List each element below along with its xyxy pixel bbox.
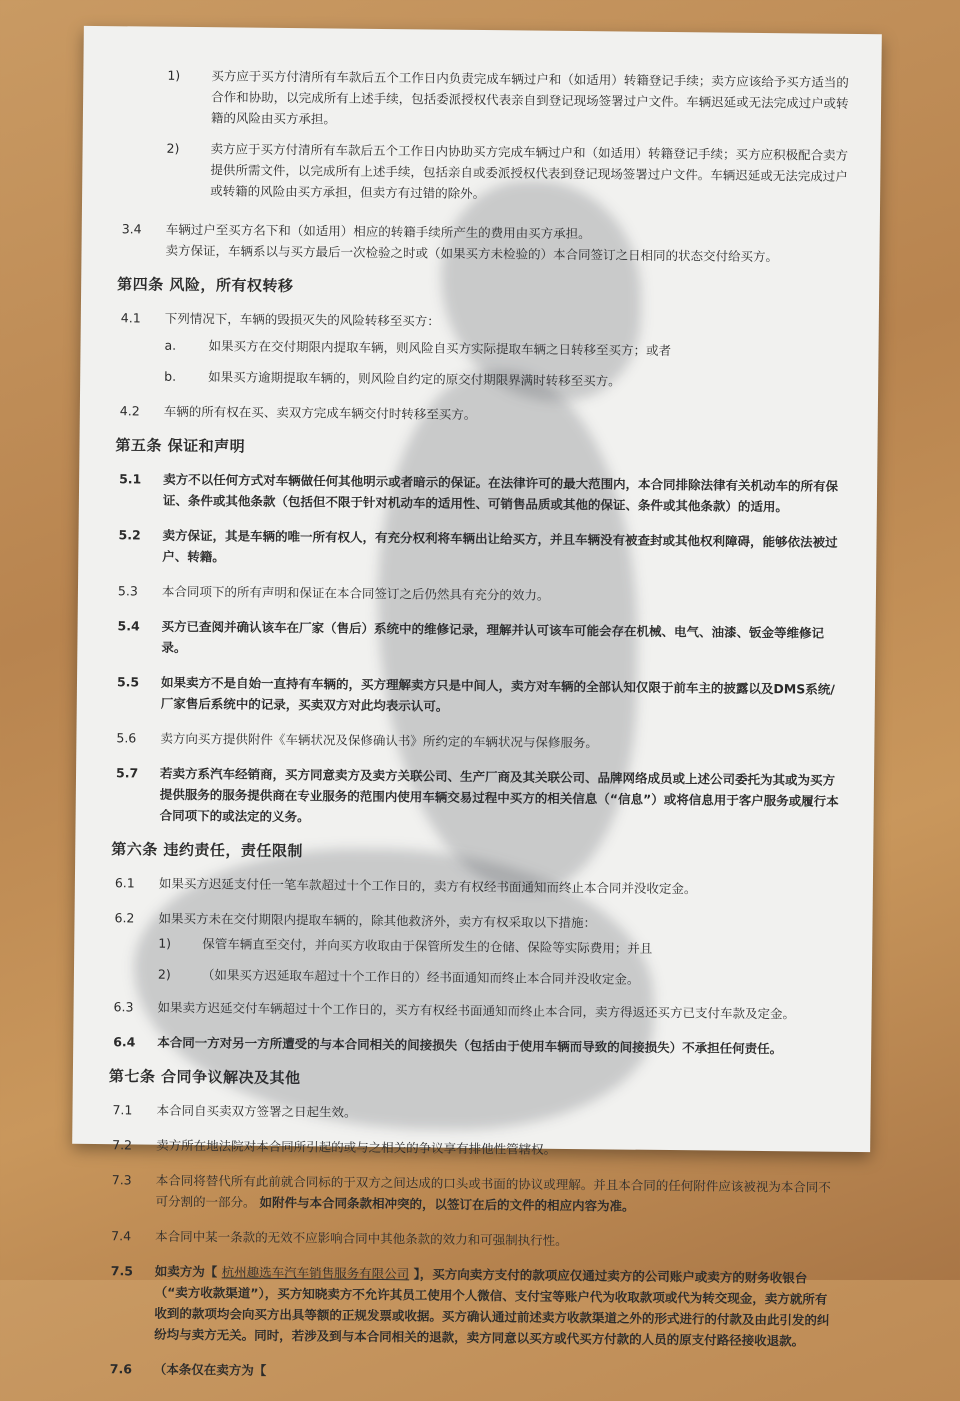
- clause-4-1-a: [164, 335, 848, 363]
- section-5-title: 第五条 保证和声明: [115, 436, 246, 456]
- clause-5-6: [116, 727, 844, 756]
- clause-number: a.: [164, 337, 177, 353]
- clause-text: 车辆的所有权在买、卖双方完成车辆交付时转移至买方。: [163, 403, 477, 422]
- contract-text: [110, 64, 852, 1401]
- clause-bold-text: 如附件与本合同条款相冲突的，以签订在后的文件的相应内容为准。: [259, 1194, 635, 1214]
- clause-text: 本合同中某一条款的无效不应影响合同中其他条款的效力和可强制执行性。: [155, 1228, 568, 1248]
- clause-number: 2): [157, 966, 171, 982]
- clause-prefix: 如卖方为【: [154, 1263, 218, 1280]
- contract-page: [72, 26, 882, 1378]
- clause-number: 4.2: [119, 403, 140, 419]
- clause-number: 7.1: [112, 1102, 133, 1118]
- clause-text: 如果卖方迟延交付车辆超过十个工作日的，买方有权经书面通知而终止本合同，卖方得返还买方已支付车款及定金。: [157, 999, 796, 1022]
- clause-3-4: [121, 218, 849, 268]
- clause-5-4: [117, 615, 845, 665]
- clause-3-3-option-2: [166, 138, 851, 208]
- clause-number: 6.3: [113, 999, 134, 1015]
- clause-text: [155, 1170, 839, 1219]
- clause-text: 本合同自买卖双方签署之日起生效。: [156, 1102, 357, 1120]
- clause-number: 7.4: [111, 1228, 132, 1244]
- clause-number: 7.3: [111, 1172, 132, 1188]
- clause-text: 卖方向买方提供附件《车辆状况及保修确认书》所约定的车辆状况与保修服务。: [160, 730, 598, 751]
- clause-text: 本合同项下的所有声明和保证在本合同签订之后仍然具有充分的效力。: [161, 583, 550, 603]
- clause-text: 如果买方逾期提取车辆的，则风险自约定的原交付期限界满时转移至买方。: [208, 369, 621, 389]
- clause-text: 卖方保证，其是车辆的唯一所有权人，有充分权利将车辆出让给买方，并且车辆没有被查封或其他权利障碍，能够依法被过户、转籍。: [162, 527, 838, 565]
- clause-text: 卖方不以任何方式对车辆做任何其他明示或者暗示的保证。在法律许可的最大范围内，本合同排除法律有关机动车的所有保证、条件或其他条款（包括但不限于针对机动车的适用性、可销售品质或其他的保证、条件或其他条款）的适用。: [162, 471, 839, 515]
- section-7-title: 第七条 合同争议解决及其他: [108, 1067, 301, 1088]
- clause-number: 5.3: [117, 583, 138, 599]
- clause-7-4: [111, 1225, 839, 1254]
- clause-line: 卖方保证，车辆系以与买方最后一次检验之时或（如果买方未检验的）本合同签订之日相同的状态交付给买方。: [165, 242, 779, 265]
- clause-5-5: [117, 671, 845, 721]
- clause-text: 若卖方系汽车经销商，买方同意卖方及卖方关联公司、生产厂商及其关联公司、品牌网络成员或上述公司委托为其或为买方提供服务的服务提供商在专业服务的范围内使用车辆交易过程中买方的相关信息（“信息”）或将信息用于客户服务或履行本合同项下的或法定的义务。: [159, 765, 839, 825]
- clause-number: 7.2: [112, 1137, 133, 1153]
- clause-text: 本合同一方对另一方所遭受的与本合同相关的间接损失（包括由于使用车辆而导致的间接损失）不承担任何责任。: [157, 1034, 783, 1057]
- clause-5-2: [118, 524, 846, 574]
- clause-plain-text: 本合同将替代所有此前就合同标的于双方之间达成的口头或书面的协议或理解。并且本合同的任何附件应该被视为本合同不可分割的一部分。: [155, 1172, 831, 1210]
- clause-text: 下列情况下，车辆的毁损灭失的风险转移至买方：: [164, 310, 440, 329]
- clause-number: 1): [167, 67, 181, 83]
- clause-number: 2): [166, 140, 180, 156]
- clause-7-5: [110, 1260, 839, 1352]
- clause-7-6: [110, 1358, 838, 1387]
- clause-text: 卖方应于买方付清所有车款后五个工作日内协助买方完成车辆过户和（如适用）转籍登记手续；买方应积极配合卖方提供所需文件，以完成所有上述手续，包括亲自或委派授权代表到登记现场签署过户文件。车辆迟延或无法完成过户或转籍的风险由买方承担，但卖方有过错的除外。: [210, 141, 849, 202]
- clause-number: b.: [164, 368, 177, 384]
- clause-6-3: [113, 996, 841, 1025]
- clause-text: 如果买方未在交付期限内提取车辆的，除其他救济外，卖方有权采取以下措施：: [158, 910, 597, 931]
- clause-6-2-1: [158, 933, 842, 961]
- clause-6-1: [115, 872, 843, 901]
- clause-body: 】，买方向卖方支付的款项应仅通过卖方的公司账户或卖方的财务收银台（“卖方收款渠道”），买方知晓卖方不允许其员工使用个人微信、支付宝等账户代为收取款项或代为转交现金，卖方就所有收到的款项均会向买方出具等额的正规发票或收据。买方确认通过前述卖方收款渠道之外的形式进行的付款及由此引发的纠纷均与卖方无关。同时，若涉及到与本合同相关的退款，卖方同意以买方或代买方付款的人员的原支付路径接收退款。: [154, 1266, 830, 1349]
- clause-4-2: [120, 400, 848, 429]
- clause-number: 5.4: [117, 618, 140, 634]
- clause-7-1: [112, 1099, 840, 1128]
- clause-4-1-b: [164, 366, 848, 394]
- clause-number: 5.6: [116, 730, 137, 746]
- clause-4-1: [121, 307, 849, 336]
- clause-number: 6.4: [113, 1034, 136, 1050]
- section-6-title: 第六条 违约责任，责任限制: [111, 840, 304, 861]
- clause-text: 如果买方在交付期限内提取车辆，则风险自买方实际提取车辆之日转移至买方；或者: [208, 338, 672, 359]
- clause-number: 7.6: [109, 1361, 133, 1377]
- clause-text: 买方应于买方付清所有车款后五个工作日内负责完成车辆过户和（如适用）转籍登记手续；卖方应该给予买方适当的合作和协助，以完成所有上述手续，包括委派授权代表亲自到登记现场签署过户文件。车辆迟延或无法完成过户或转籍的风险由买方承担。: [210, 68, 849, 127]
- clause-7-2: [112, 1134, 840, 1163]
- clause-5-1: [119, 468, 847, 518]
- section-4-title: 第四条 风险，所有权转移: [117, 275, 294, 296]
- clause-5-3: [118, 580, 846, 609]
- seller-company-name: 杭州趣选车汽车销售服务有限公司: [221, 1264, 410, 1282]
- clause-7-3: [111, 1169, 839, 1219]
- clause-text: （如果买方迟延取车超过十个工作日的）经书面通知而终止本合同并没收定金。: [201, 967, 640, 987]
- clause-5-7: [116, 762, 845, 833]
- clause-6-2-2: [158, 964, 842, 992]
- clause-text: 保管车辆直至交付，并向买方收取由于保管所发生的仓储、保险等实际费用；并且: [202, 936, 653, 956]
- clause-6-4: [113, 1031, 841, 1060]
- clause-text: 卖方所在地法院对本合同所引起的或与之相关的争议享有排他性管辖权。: [156, 1137, 557, 1157]
- clause-6-2: [114, 907, 842, 936]
- clause-number: 5.1: [119, 471, 142, 487]
- clause-line: 车辆过户至买方名下和（如适用）相应的转籍手续所产生的费用由买方承担。: [165, 221, 591, 242]
- clause-number: 6.1: [114, 875, 135, 891]
- clause-number: 5.7: [115, 765, 139, 781]
- clause-number: 5.2: [118, 527, 141, 543]
- clause-text: 如果卖方不是自始一直持有车辆的，买方理解卖方只是中间人，卖方对车辆的全部认知仅限于前车主的披露以及DMS系统/厂家售后系统中的记录，买卖双方对此均表示认可。: [160, 674, 835, 714]
- clause-number: 4.1: [120, 310, 141, 326]
- clause-number: 7.5: [110, 1263, 134, 1279]
- clause-text: （本条仅在卖方为【: [153, 1361, 267, 1378]
- clause-3-3-option-1: [167, 65, 852, 135]
- clause-number: 3.4: [121, 221, 142, 237]
- clause-text: 买方已查阅并确认该车在厂家（售后）系统中的维修记录，理解并认可该车可能会存在机械、电气、油漆、钣金等维修记录。: [161, 618, 825, 655]
- clause-number: 5.5: [116, 674, 140, 690]
- clause-text: [165, 219, 849, 268]
- clause-text: [154, 1261, 839, 1352]
- clause-number: 6.2: [114, 910, 135, 926]
- clause-number: 1): [158, 935, 172, 951]
- clause-text: 如果买方迟延支付任一笔车款超过十个工作日的，卖方有权经书面通知而终止本合同并没收定金。: [158, 875, 697, 897]
